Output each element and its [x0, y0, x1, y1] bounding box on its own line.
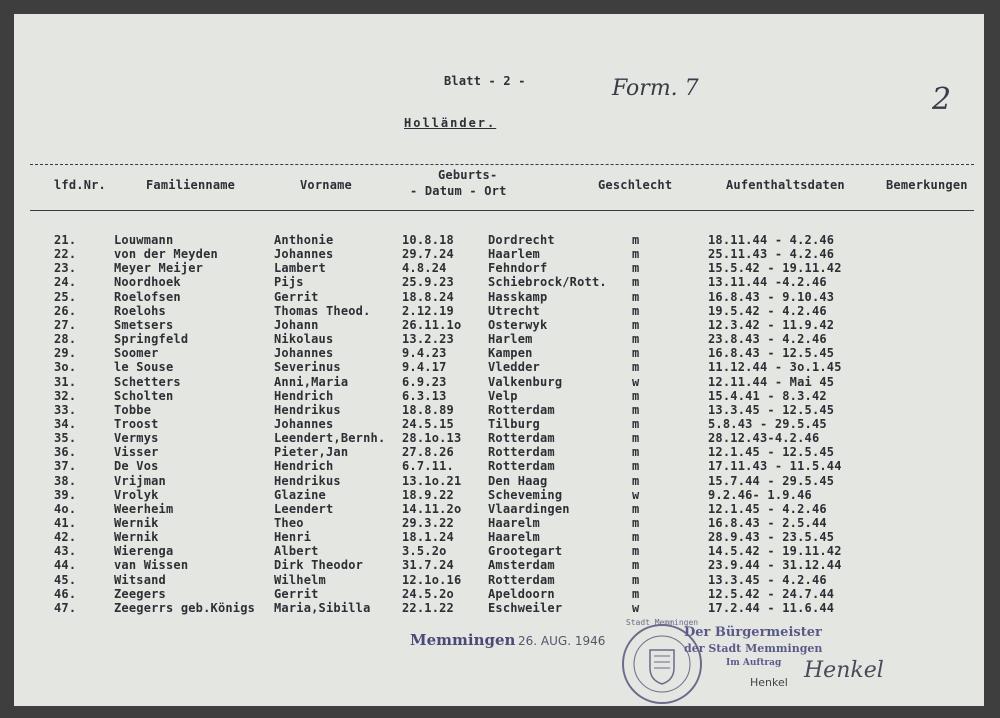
cell-familienname: Weerheim [114, 501, 174, 516]
date-stamp: 26. AUG. 1946 [518, 634, 606, 648]
cell-geburtsort: Apeldoorn [488, 586, 555, 601]
cell-lfd-nr: 41. [54, 516, 77, 530]
cell-geburtsort: Haarelm [488, 530, 540, 545]
cell-vorname: Thomas Theod. [274, 303, 371, 318]
table-row [14, 573, 974, 587]
cell-familienname: Springfeld [114, 332, 189, 347]
cell-geburtsort: Osterwyk [488, 317, 548, 332]
col-header-aufenthaltsdaten: Aufenthaltsdaten [726, 178, 845, 192]
cell-vorname: Leendert [274, 501, 334, 516]
cell-vorname: Anthonie [274, 233, 334, 247]
cell-vorname: Theo [274, 516, 304, 530]
cell-aufenthaltsdaten: 13.3.45 - 12.5.45 [708, 402, 835, 417]
table-row [14, 332, 974, 346]
cell-geburtsdatum: 28.1o.13 [402, 431, 462, 446]
cell-lfd-nr: 27. [54, 317, 77, 332]
office-stamp-line-1: Der Bürgermeister [684, 625, 822, 640]
sheet-label: Blatt - 2 - [444, 74, 526, 88]
cell-aufenthaltsdaten: 16.8.43 - 9.10.43 [708, 289, 835, 304]
cell-vorname: Severinus [274, 360, 341, 375]
cell-vorname: Dirk Theodor [274, 558, 364, 573]
table-row [14, 261, 974, 275]
cell-familienname: Wernik [114, 530, 159, 545]
cell-aufenthaltsdaten: 15.7.44 - 29.5.45 [708, 473, 835, 488]
cell-lfd-nr: 38. [54, 473, 77, 488]
cell-geschlecht: m [632, 346, 640, 361]
cell-geburtsdatum: 18.9.22 [402, 487, 454, 502]
cell-lfd-nr: 44. [54, 558, 77, 573]
cell-familienname: Witsand [114, 572, 166, 587]
cell-aufenthaltsdaten: 15.4.41 - 8.3.42 [708, 388, 827, 403]
cell-geschlecht: m [632, 303, 640, 318]
table-row [14, 558, 974, 572]
cell-geschlecht: m [632, 388, 640, 403]
col-header-vorname: Vorname [300, 178, 352, 192]
cell-aufenthaltsdaten: 14.5.42 - 19.11.42 [708, 544, 842, 559]
col-header-geburts: Geburts- [438, 168, 498, 182]
cell-lfd-nr: 22. [54, 247, 77, 262]
cell-geburtsdatum: 9.4.23 [402, 346, 447, 361]
cell-geburtsort: Den Haag [488, 473, 548, 488]
table-row [14, 530, 974, 544]
cell-vorname: Johannes [274, 416, 334, 431]
cell-lfd-nr: 46. [54, 586, 77, 601]
cell-familienname: Roelohs [114, 303, 166, 318]
cell-geschlecht: m [632, 544, 640, 559]
cell-familienname: Meyer Meijer [114, 261, 204, 276]
cell-lfd-nr: 24. [54, 275, 77, 290]
table-row [14, 304, 974, 318]
table-row [14, 502, 974, 516]
cell-lfd-nr: 42. [54, 530, 77, 545]
cell-lfd-nr: 45. [54, 572, 77, 587]
cell-geschlecht: m [632, 332, 640, 347]
cell-familienname: Wierenga [114, 544, 174, 559]
cell-vorname: Nikolaus [274, 332, 334, 347]
cell-aufenthaltsdaten: 13.11.44 -4.2.46 [708, 275, 827, 290]
cell-geburtsort: Rotterdam [488, 445, 555, 460]
office-stamp-line-3: Im Auftrag [726, 658, 782, 668]
table-row [14, 474, 974, 488]
handwritten-form-note: Form. 7 [612, 76, 699, 101]
cell-aufenthaltsdaten: 12.1.45 - 12.5.45 [708, 445, 835, 460]
handwritten-signature: Henkel [804, 658, 884, 683]
cell-familienname: Scholten [114, 388, 174, 403]
table-row [14, 360, 974, 374]
cell-geburtsdatum: 3.5.2o [402, 544, 447, 559]
cell-vorname: Gerrit [274, 289, 319, 304]
cell-familienname: von der Meyden [114, 247, 218, 262]
cell-geburtsort: Tilburg [488, 416, 540, 431]
cell-lfd-nr: 36. [54, 445, 77, 460]
cell-vorname: Hendrich [274, 388, 334, 403]
cell-vorname: Johannes [274, 346, 334, 361]
cell-lfd-nr: 23. [54, 261, 77, 276]
cell-geschlecht: m [632, 247, 640, 262]
cell-geburtsdatum: 9.4.17 [402, 360, 447, 375]
cell-geburtsort: Kampen [488, 346, 533, 361]
cell-geburtsdatum: 13.2.23 [402, 332, 454, 347]
cell-aufenthaltsdaten: 13.3.45 - 4.2.46 [708, 572, 827, 587]
cell-aufenthaltsdaten: 12.1.45 - 4.2.46 [708, 501, 827, 516]
cell-geschlecht: m [632, 558, 640, 573]
cell-geburtsdatum: 4.8.24 [402, 261, 447, 276]
cell-geschlecht: m [632, 473, 640, 488]
cell-familienname: Tobbe [114, 402, 152, 417]
cell-lfd-nr: 35. [54, 431, 77, 446]
cell-geburtsdatum: 18.8.89 [402, 402, 454, 417]
cell-geburtsort: Schiebrock/Rott. [488, 275, 607, 290]
cell-geschlecht: m [632, 516, 640, 530]
cell-vorname: Henri [274, 530, 312, 545]
table-row [14, 431, 974, 445]
cell-geburtsdatum: 2.12.19 [402, 303, 454, 318]
cell-geburtsdatum: 18.8.24 [402, 289, 454, 304]
cell-geschlecht: m [632, 431, 640, 446]
cell-geschlecht: m [632, 586, 640, 601]
cell-familienname: Soomer [114, 346, 159, 361]
cell-familienname: Vrijman [114, 473, 166, 488]
cell-vorname: Hendrikus [274, 402, 341, 417]
table-row [14, 445, 974, 459]
table-row [14, 516, 974, 530]
cell-geburtsort: Vledder [488, 360, 540, 375]
col-header-datum-ort: - Datum - Ort [410, 184, 507, 198]
cell-geschlecht: m [632, 445, 640, 460]
header-top-rule [30, 164, 974, 165]
cell-lfd-nr: 3o. [54, 360, 77, 375]
cell-geburtsort: Rotterdam [488, 431, 555, 446]
cell-vorname: Maria,Sibilla [274, 600, 371, 615]
cell-geburtsdatum: 22.1.22 [402, 600, 454, 615]
cell-aufenthaltsdaten: 12.11.44 - Mai 45 [708, 374, 835, 389]
cell-aufenthaltsdaten: 16.8.43 - 2.5.44 [708, 516, 827, 530]
cell-geburtsdatum: 29.7.24 [402, 247, 454, 262]
cell-familienname: Troost [114, 416, 159, 431]
cell-aufenthaltsdaten: 12.3.42 - 11.9.42 [708, 317, 835, 332]
table-row [14, 488, 974, 502]
cell-geschlecht: w [632, 600, 640, 615]
table-row [14, 275, 974, 289]
cell-geburtsdatum: 31.7.24 [402, 558, 454, 573]
table-row [14, 389, 974, 403]
cell-geburtsdatum: 27.8.26 [402, 445, 454, 460]
cell-familienname: Zeegerrs geb.Königs [114, 600, 256, 615]
cell-vorname: Wilhelm [274, 572, 326, 587]
cell-geschlecht: m [632, 317, 640, 332]
cell-geburtsdatum: 26.11.1o [402, 317, 462, 332]
cell-vorname: Gerrit [274, 586, 319, 601]
cell-geburtsort: Haarelm [488, 516, 540, 530]
cell-familienname: Noordhoek [114, 275, 181, 290]
cell-lfd-nr: 34. [54, 416, 77, 431]
cell-aufenthaltsdaten: 25.11.43 - 4.2.46 [708, 247, 835, 262]
cell-geburtsort: Eschweiler [488, 600, 563, 615]
table-row [14, 459, 974, 473]
cell-familienname: Wernik [114, 516, 159, 530]
cell-geschlecht: m [632, 572, 640, 587]
cell-vorname: Leendert,Bernh. [274, 431, 386, 446]
cell-aufenthaltsdaten: 15.5.42 - 19.11.42 [708, 261, 842, 276]
cell-aufenthaltsdaten: 28.12.43-4.2.46 [708, 431, 820, 446]
cell-geschlecht: w [632, 487, 640, 502]
cell-geburtsort: Rotterdam [488, 459, 555, 474]
cell-lfd-nr: 28. [54, 332, 77, 347]
cell-geburtsdatum: 14.11.2o [402, 501, 462, 516]
col-header-familienname: Familienname [146, 178, 236, 192]
cell-geschlecht: m [632, 459, 640, 474]
cell-geschlecht: m [632, 289, 640, 304]
cell-aufenthaltsdaten: 17.2.44 - 11.6.44 [708, 600, 835, 615]
cell-geburtsdatum: 6.3.13 [402, 388, 447, 403]
city-stamp: Memmingen [410, 631, 516, 649]
cell-geburtsdatum: 25.9.23 [402, 275, 454, 290]
cell-aufenthaltsdaten: 18.11.44 - 4.2.46 [708, 233, 835, 247]
table-row [14, 587, 974, 601]
cell-geburtsdatum: 10.8.18 [402, 233, 454, 247]
cell-vorname: Albert [274, 544, 319, 559]
cell-vorname: Glazine [274, 487, 326, 502]
cell-geburtsdatum: 18.1.24 [402, 530, 454, 545]
cell-aufenthaltsdaten: 5.8.43 - 29.5.45 [708, 416, 827, 431]
cell-geburtsort: Grootegart [488, 544, 563, 559]
cell-geburtsdatum: 24.5.2o [402, 586, 454, 601]
cell-familienname: Zeegers [114, 586, 166, 601]
table-row [14, 417, 974, 431]
cell-vorname: Pieter,Jan [274, 445, 349, 460]
cell-aufenthaltsdaten: 16.8.43 - 12.5.45 [708, 346, 835, 361]
table-row [14, 318, 974, 332]
cell-geburtsdatum: 6.7.11. [402, 459, 454, 474]
table-row [14, 601, 974, 615]
cell-familienname: le Souse [114, 360, 174, 375]
cell-aufenthaltsdaten: 28.9.43 - 23.5.45 [708, 530, 835, 545]
cell-geburtsort: Valkenburg [488, 374, 563, 389]
cell-aufenthaltsdaten: 17.11.43 - 11.5.44 [708, 459, 842, 474]
cell-geschlecht: m [632, 275, 640, 290]
document-page [14, 14, 984, 706]
cell-vorname: Johann [274, 317, 319, 332]
cell-vorname: Pijs [274, 275, 304, 290]
cell-aufenthaltsdaten: 23.9.44 - 31.12.44 [708, 558, 842, 573]
col-header-bemerkungen: Bemerkungen [886, 178, 968, 192]
table-row [14, 346, 974, 360]
cell-geburtsdatum: 12.1o.16 [402, 572, 462, 587]
cell-lfd-nr: 26. [54, 303, 77, 318]
cell-familienname: Louwmann [114, 233, 174, 247]
cell-familienname: Vrolyk [114, 487, 159, 502]
cell-geburtsort: Harlem [488, 332, 533, 347]
cell-lfd-nr: 21. [54, 233, 77, 247]
cell-lfd-nr: 31. [54, 374, 77, 389]
cell-lfd-nr: 33. [54, 402, 77, 417]
cell-familienname: Roelofsen [114, 289, 181, 304]
cell-geschlecht: m [632, 261, 640, 276]
cell-lfd-nr: 29. [54, 346, 77, 361]
cell-geschlecht: m [632, 233, 640, 247]
cell-aufenthaltsdaten: 12.5.42 - 24.7.44 [708, 586, 835, 601]
cell-geschlecht: w [632, 374, 640, 389]
table-row [14, 247, 974, 261]
cell-aufenthaltsdaten: 19.5.42 - 4.2.46 [708, 303, 827, 318]
cell-familienname: Vermys [114, 431, 159, 446]
cell-geburtsort: Rotterdam [488, 572, 555, 587]
cell-familienname: De Vos [114, 459, 159, 474]
office-stamp-line-2: der Stadt Memmingen [684, 642, 823, 655]
cell-lfd-nr: 47. [54, 600, 77, 615]
cell-lfd-nr: 25. [54, 289, 77, 304]
cell-lfd-nr: 37. [54, 459, 77, 474]
seal-text: Stadt Memmingen [625, 618, 699, 627]
cell-aufenthaltsdaten: 9.2.46- 1.9.46 [708, 487, 812, 502]
cell-geburtsort: Rotterdam [488, 402, 555, 417]
cell-geschlecht: m [632, 360, 640, 375]
table-row [14, 403, 974, 417]
cell-vorname: Lambert [274, 261, 326, 276]
cell-vorname: Anni,Maria [274, 374, 349, 389]
cell-geburtsort: Velp [488, 388, 518, 403]
table-row [14, 290, 974, 304]
table-row [14, 233, 974, 247]
cell-geschlecht: m [632, 530, 640, 545]
cell-vorname: Hendrich [274, 459, 334, 474]
cell-geburtsort: Utrecht [488, 303, 540, 318]
cell-lfd-nr: 4o. [54, 501, 77, 516]
cell-geburtsort: Haarlem [488, 247, 540, 262]
cell-geburtsort: Amsterdam [488, 558, 555, 573]
cell-geburtsort: Vlaardingen [488, 501, 570, 516]
cell-geburtsort: Fehndorf [488, 261, 548, 276]
cell-geburtsort: Hasskamp [488, 289, 548, 304]
cell-geschlecht: m [632, 402, 640, 417]
handwritten-page-number: 2 [932, 82, 952, 117]
col-header-geschlecht: Geschlecht [598, 178, 673, 192]
table-row [14, 375, 974, 389]
table-row [14, 544, 974, 558]
cell-geburtsdatum: 24.5.15 [402, 416, 454, 431]
cell-aufenthaltsdaten: 11.12.44 - 3o.1.45 [708, 360, 842, 375]
cell-geschlecht: m [632, 501, 640, 516]
cell-familienname: Visser [114, 445, 159, 460]
document-title: Holländer. [404, 116, 497, 130]
header-bottom-rule [30, 210, 974, 211]
cell-familienname: Schetters [114, 374, 181, 389]
cell-lfd-nr: 39. [54, 487, 77, 502]
cell-vorname: Johannes [274, 247, 334, 262]
cell-familienname: van Wissen [114, 558, 189, 573]
cell-geburtsdatum: 6.9.23 [402, 374, 447, 389]
cell-lfd-nr: 43. [54, 544, 77, 559]
cell-geburtsdatum: 13.1o.21 [402, 473, 462, 488]
cell-geburtsort: Dordrecht [488, 233, 555, 247]
cell-familienname: Smetsers [114, 317, 174, 332]
cell-vorname: Hendrikus [274, 473, 341, 488]
cell-geschlecht: m [632, 416, 640, 431]
cell-aufenthaltsdaten: 23.8.43 - 4.2.46 [708, 332, 827, 347]
cell-geburtsort: Scheveming [488, 487, 563, 502]
signer-name: Henkel [750, 676, 788, 689]
cell-lfd-nr: 32. [54, 388, 77, 403]
cell-geburtsdatum: 29.3.22 [402, 516, 454, 530]
col-header-lfd-nr: lfd.Nr. [54, 178, 106, 192]
